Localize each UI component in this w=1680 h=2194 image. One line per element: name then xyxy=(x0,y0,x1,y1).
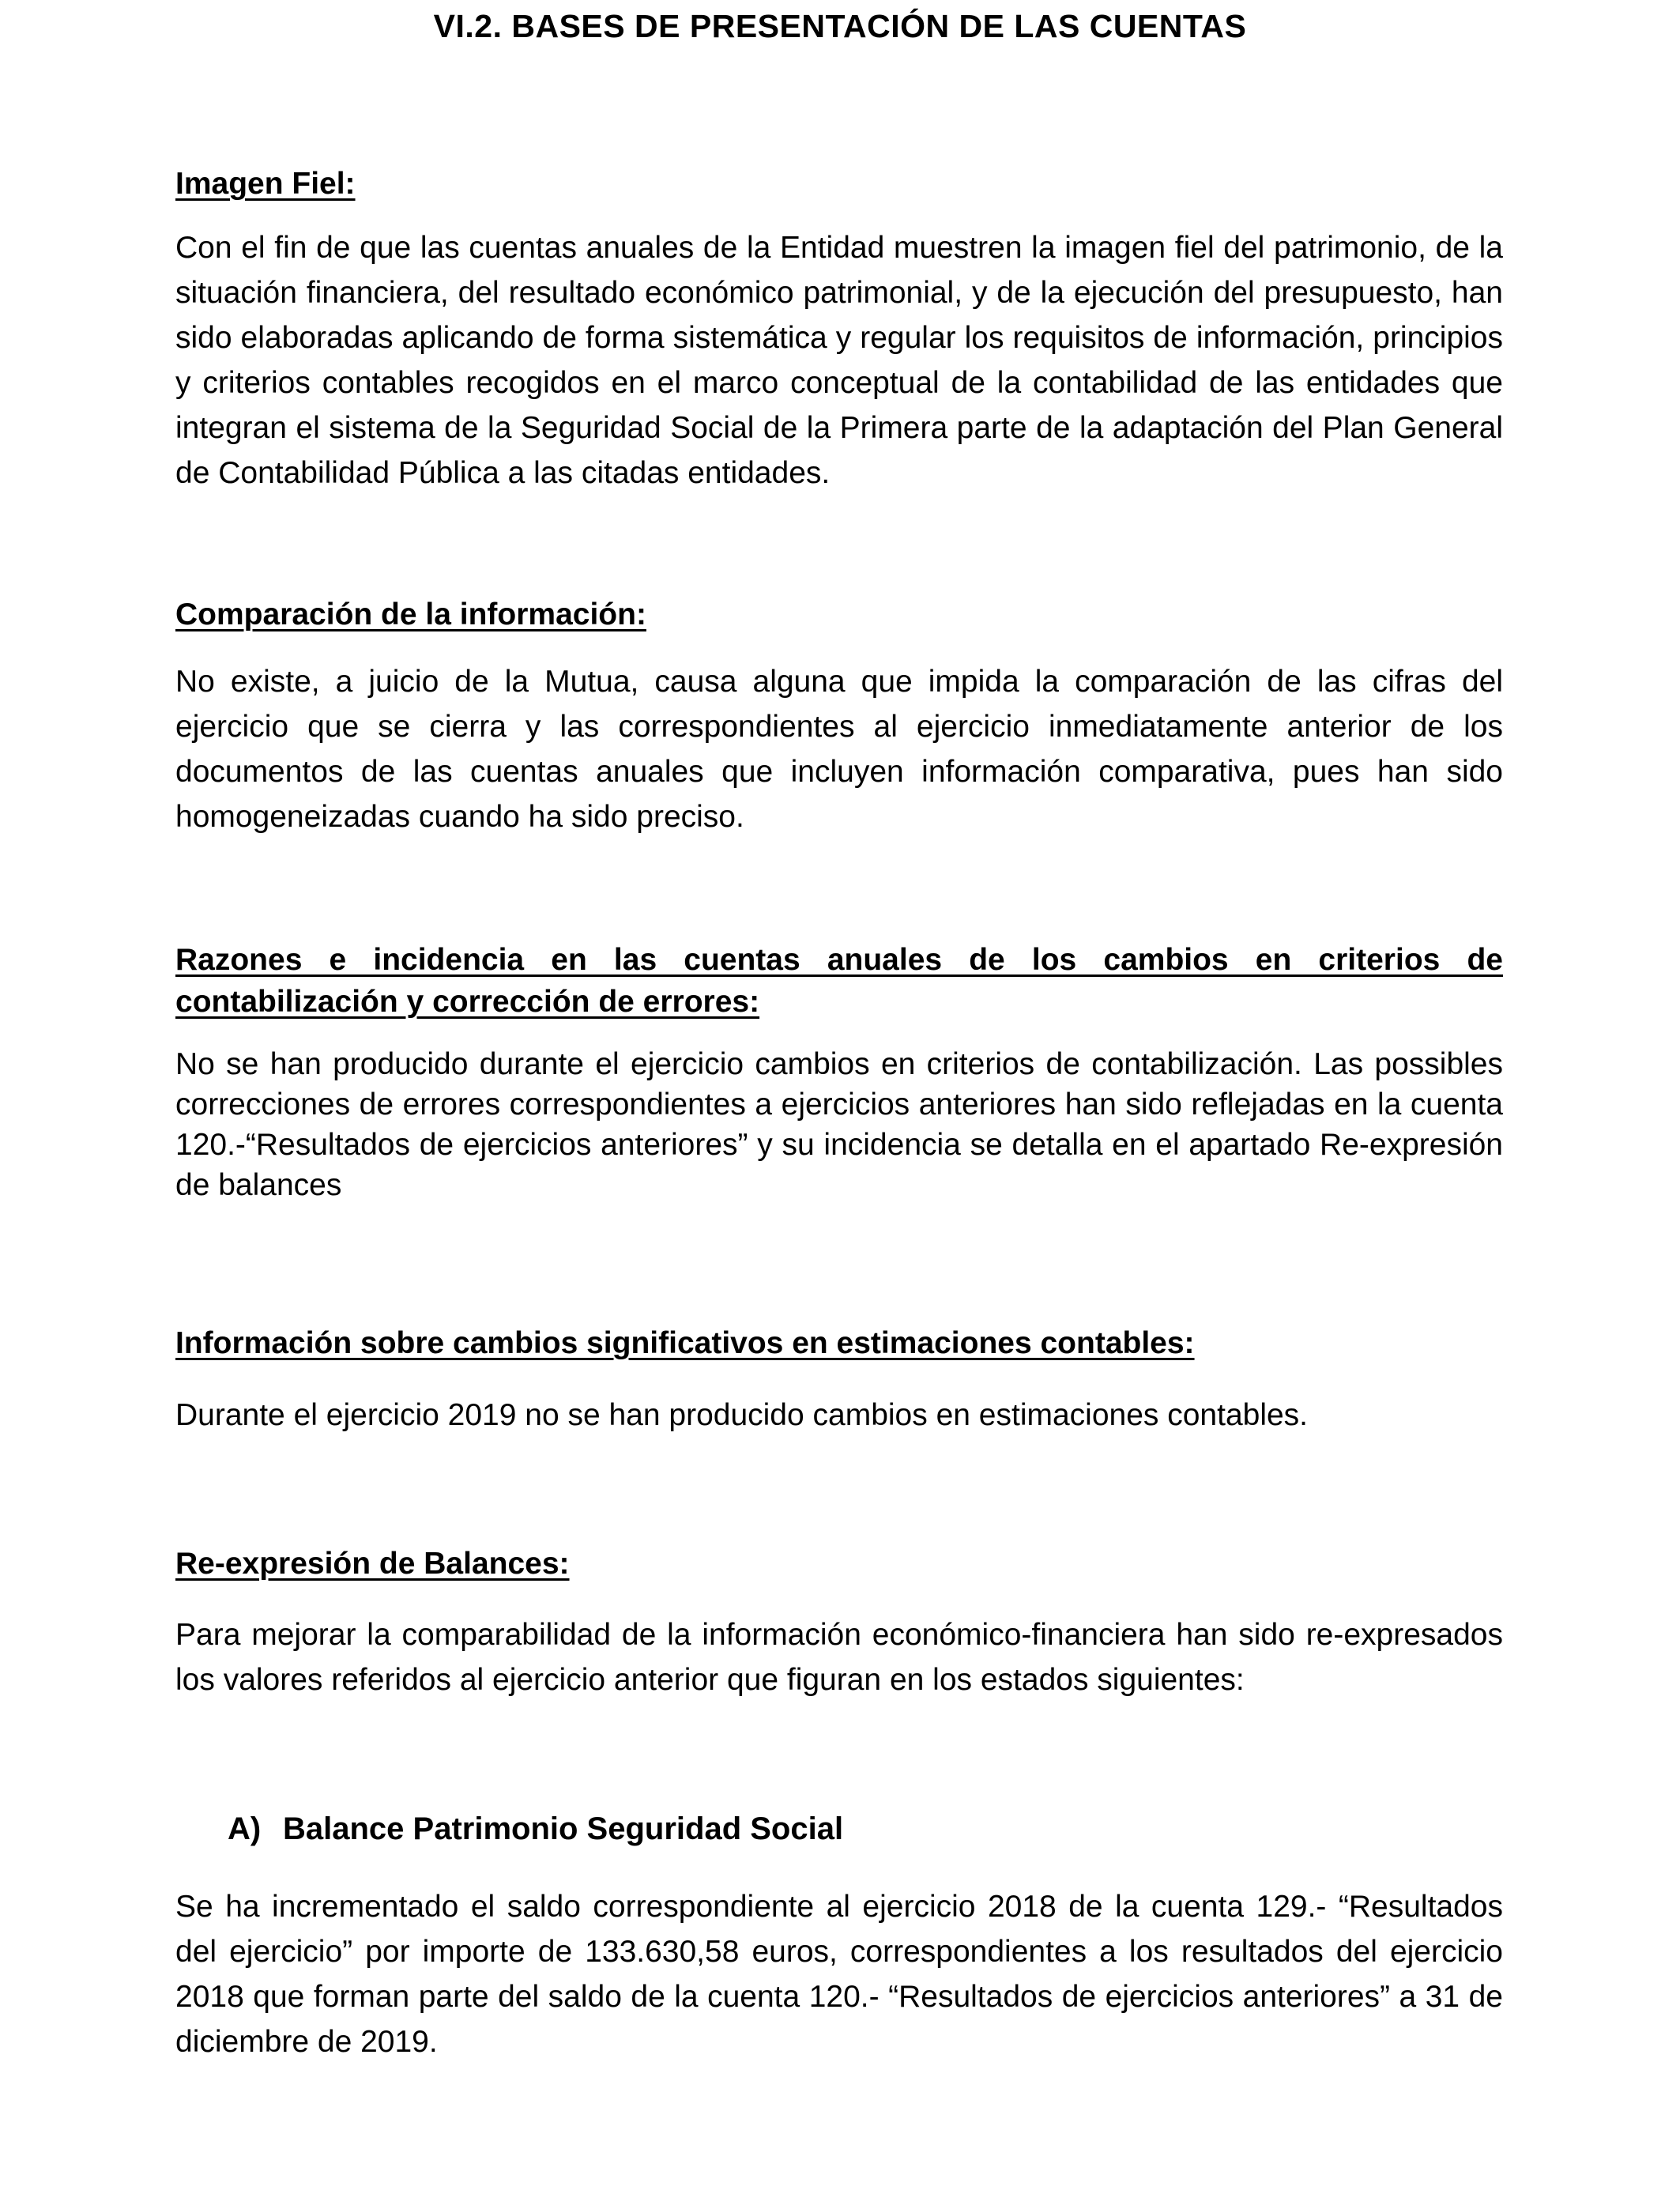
subsection-marker: A) xyxy=(228,1811,262,1846)
section-imagen-fiel xyxy=(175,163,1503,496)
section-heading: Re-expresión de Balances: xyxy=(175,1547,570,1581)
section-heading: Razones e incidencia en las cuentas anuales de los cambios en criterios de contabilización y corrección de errores: xyxy=(175,943,1503,1019)
document-title: VI.2. BASES DE PRESENTACIÓN DE LAS CUENTAS xyxy=(433,8,1247,44)
subsection-text: Se ha incrementado el saldo correspondiente al ejercicio 2018 de la cuenta 129.- “Resultados del ejercicio” por importe de 133.630,58 euros, correspondientes a los resultados del ejercicio 2018 que forman parte del saldo de la cuenta 120.- “Resultados de ejercicios anteriores” a 31 de diciembre de 2019. xyxy=(175,1890,1503,2059)
section-text: Durante el ejercicio 2019 no se han producido cambios en estimaciones contables. xyxy=(175,1398,1309,1432)
section-text: Con el fin de que las cuentas anuales de la Entidad muestren la imagen fiel del patrimonio, de la situación financiera, del resultado económico patrimonial, y de la ejecución del presupuesto, han sido elaboradas aplicando de forma sistemática y regular los requisitos de información, principios y criterios contables recogidos en el marco conceptual de la contabilidad de las entidades que integran el sistema de la Seguridad Social de la Primera parte de la adaptación del Plan General de Contabilidad Pública a las citadas entidades. xyxy=(175,231,1503,490)
section-text: No existe, a juicio de la Mutua, causa alguna que impida la comparación de las cifras del ejercicio que se cierra y las correspondientes al ejercicio inmediatamente anterior de los documentos de las cuentas anuales que incluyen información comparativa, pues han sido homogeneizadas cuando ha sido preciso. xyxy=(175,665,1503,834)
section-estimaciones xyxy=(175,1322,1503,1438)
section-cambios-criterios xyxy=(175,939,1503,1205)
section-heading: Imagen Fiel: xyxy=(175,167,356,201)
section-text: Para mejorar la comparabilidad de la información económico-financiera han sido re-expresados los valores referidos al ejercicio anterior que figuran en los estados siguientes: xyxy=(175,1618,1503,1697)
section-comparacion xyxy=(175,594,1503,839)
subsection-heading xyxy=(228,1811,843,1847)
section-text: No se han producido durante el ejercicio cambios en criterios de contabilización. Las possibles correcciones de errores correspondientes a ejercicios anteriores han sido reflejadas en la cuenta 120.-“Resultados de ejercicios anteriores” y su incidencia se detalla en el apartado Re-expresión de balances xyxy=(175,1047,1503,1202)
section-heading: Comparación de la información: xyxy=(175,598,646,631)
section-reexpresion xyxy=(175,1543,1503,1702)
subsection-title: Balance Patrimonio Seguridad Social xyxy=(283,1811,844,1846)
subsection-text-block xyxy=(175,1884,1503,2064)
section-heading: Información sobre cambios significativos en estimaciones contables: xyxy=(175,1326,1195,1360)
